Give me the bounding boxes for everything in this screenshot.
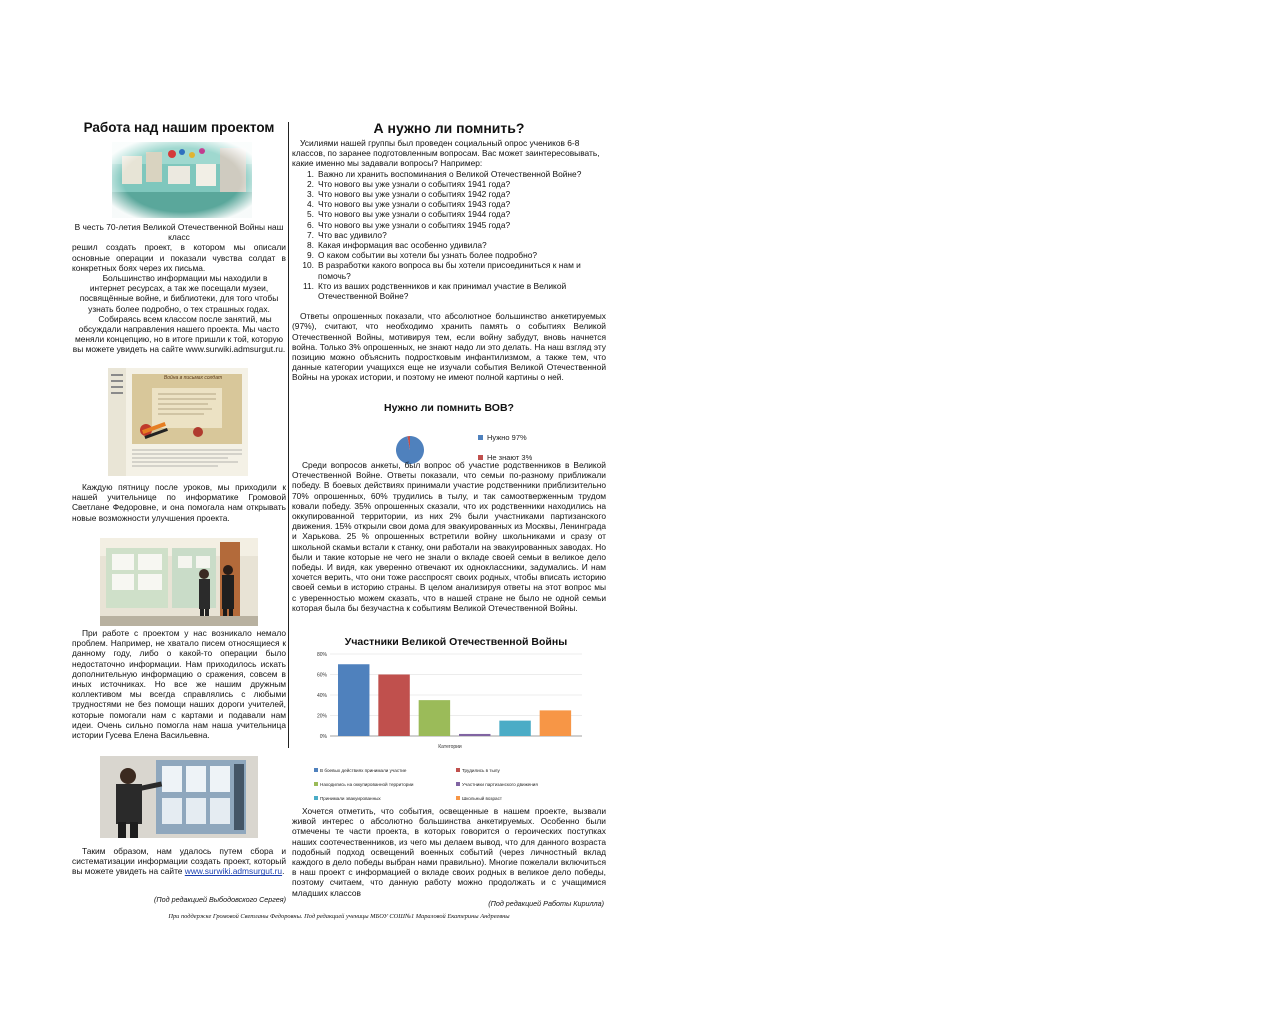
question-text: Что нового вы уже узнали о событиях 1945 года? — [318, 219, 511, 230]
question-number: 3. — [307, 189, 314, 200]
y-tick-label: 60% — [316, 672, 327, 679]
students-at-stand-photo — [100, 538, 258, 626]
conclusion-text: Таким образом, нам удалось путем сбора и систематизации информации создать проект, который вы можете увидеть на сайте — [72, 846, 286, 877]
sources-paragraph: Большинство информации мы находили в интернет ресурсах, а так же посещали музеи, посвящённые войне, и библиотеки, для того чтобы узнать более подробно, о тех страшных годах. — [79, 273, 279, 314]
legend-swatch — [478, 435, 483, 440]
final-paragraph: Хочется отметить, что события, освещенные в нашем проекте, вызвали живой интерес о абсолютно большинства анкетируемых. Особенно были отмечены те части проекта, в которых говорится о героических поступках наших соотечественников, из чего мы делаем вывод, что для данного возраста подобный подход освещений военных событий (через личностный вклад каждого в дело победы выбран нами правильно). Многие пожелали включиться в наш проект с информацией о вкладе своих родных в великое дело победы, поэтому считаем, что данную работу можно продолжать и с учащимися младших классов — [292, 806, 606, 898]
question-number: 6. — [307, 219, 314, 230]
intro-paragraph — [72, 222, 286, 355]
question-text: Что нового вы уже узнали о событиях 1943 года? — [318, 199, 511, 210]
legend-label: Трудились в тылу — [462, 768, 500, 773]
question-item — [300, 179, 606, 189]
question-text: Важно ли хранить воспоминания о Великой Отечественной Войне? — [318, 168, 582, 179]
bar — [419, 700, 450, 736]
legend-label: Участники партизанского движения — [462, 782, 538, 787]
conclusion-period: . — [282, 866, 285, 877]
site-card-title: Война в письмах солдат — [163, 375, 223, 381]
question-number: 11. — [302, 280, 314, 291]
legend-label: В боевых действиях принимали участие — [320, 768, 407, 773]
relatives-paragraph: Среди вопросов анкеты, был вопрос об участие родственников в Великой Отечественной Войне. Ответы показали, что семьи по-разному приближали победу. В боевых действиях принимали участие родственники приблизительно 70% опрошенных, 60% трудились в тылу, и так самоотверженным трудом ковали победу. 35% опрошенных сказали, что их родственники находились на оккупированной территории, из них 2% были участниками партизанского движения. 15% открыли свои дома для эвакуированных из Москвы, Ленинграда и Харькова. 25 % опрошенных встретили войну школьниками и сразу от школьной скамьи встали к станку, они работали на эвакуированных заводах. Но были и такие которые не чего не знали о вкладе своей семьи в великое дело победы. И видя, как уверенно отвечают их одноклассники, задумались. И нам хочется верить, что они тоже расспросят своих родных, чтобы вписать историю своей семьи в историю страны. В целом анализируя ответы на этот вопрос мы с уверенностью можем сказать, что в нашей стране не было не одной семьи которая была бы безучастна к событиям Великой Отечественной Войны. — [292, 460, 606, 613]
question-text: Кто из ваших родственников и как принимал участие в Великой Отечественной Войне? — [318, 280, 567, 302]
question-item — [300, 199, 606, 209]
y-tick-label: 40% — [316, 693, 327, 699]
legend-label: Принимали эвакуированных — [320, 796, 381, 801]
question-item — [300, 240, 606, 250]
question-text: Какая информация вас особенно удивила? — [318, 240, 487, 251]
problems-paragraph: При работе с проектом у нас возникало немало проблем. Например, не хватало писем относящиеся к данному году, либо о какой-то операции было недостаточно информации. Нам приходилось искать дополнительную информацию о сражения, совсем в иных источниках. Но все же нашим дружным коллективом мы всегда справлялись с любыми трудностями не без помощи наших дороги учителей, которые помогали нам с картами и подавали нам идеи. Очень сильно помогла нам наша учительница истории Гусева Елена Васильевна. — [72, 628, 286, 741]
results-paragraph: Ответы опрошенных показали, что абсолютное большинство анкетируемых (97%), считают, что необходимо хранить память о событиях Великой Отечественной Войны, мотивируя тем, если войну забудут, вновь начнется война. Только 3% опрошенных, не знают надо ли это делать. На наш взгляд эту позицию можно объяснить подростковым инфантилизмом, а также тем, что данные категории учащихся еще не изучали события Великой Отечественной Войны на уроках истории, и поэтому не имеют полной картины о ней. — [292, 311, 606, 383]
question-text: Что нового вы уже узнали о событиях 1942 года? — [318, 189, 511, 200]
site-address: www.surwiki.admsurgut.ru. — [185, 344, 286, 355]
meetings-text: Собираясь всем классом после занятий, мы обсуждали направления нашего проекта. Мы часто меняли концепцию, но в итоге пришли к той, которую вы можете увидеть на сайте — [72, 313, 283, 355]
question-number: 1. — [307, 168, 314, 179]
legend-swatch — [314, 796, 318, 800]
conclusion-paragraph — [72, 846, 286, 877]
bar — [459, 734, 490, 736]
question-item — [300, 169, 606, 179]
question-item — [300, 230, 606, 240]
question-text: О каком событии вы хотели бы узнать более подробно? — [318, 250, 538, 261]
bar-chart-title: Участники Великой Отечественной Войны — [344, 636, 568, 648]
question-text: В разработки какого вопроса вы бы хотели присоединиться к нам и помочь? — [318, 260, 581, 281]
legend-swatch — [456, 768, 460, 772]
legend-label: Не знают 3% — [487, 453, 533, 462]
y-tick-label: 0% — [319, 734, 327, 740]
legend-swatch — [456, 796, 460, 800]
question-text: Что нового вы уже узнали о событиях 1941 года? — [318, 178, 511, 189]
right-column-title: А нужно ли помнить? — [373, 120, 525, 136]
bar — [540, 710, 571, 736]
bar-chart-canvas — [306, 648, 606, 810]
project-site-screenshot — [108, 368, 248, 476]
bar — [338, 664, 369, 736]
question-number: 9. — [307, 250, 314, 261]
question-item — [300, 220, 606, 230]
question-item — [300, 281, 606, 301]
question-text: Что нового вы уже узнали о событиях 1944 года? — [318, 209, 511, 220]
legend-label: Находились на оккупированной территории — [320, 782, 414, 787]
x-axis-label: Категории — [438, 744, 462, 750]
column-divider — [288, 122, 289, 748]
question-number: 10. — [302, 260, 314, 271]
question-number: 7. — [307, 229, 314, 240]
question-number: 2. — [307, 178, 314, 189]
legend-swatch — [314, 768, 318, 772]
bar — [378, 675, 409, 737]
pie-chart-title: Нужно ли помнить ВОВ? — [384, 402, 514, 414]
legend-swatch — [456, 782, 460, 786]
y-tick-label: 80% — [316, 652, 327, 658]
bar-chart — [306, 636, 606, 815]
question-number: 4. — [307, 199, 314, 210]
right-editor-credit: (Под редакцией Работы Кирилла) — [488, 899, 604, 908]
legend-label: Нужно 97% — [487, 433, 527, 442]
question-item — [300, 189, 606, 199]
page-footer: При поддержке Громовой Светланы Федоровны. Под редакцией ученицы МБОУ СОШ№1 Мараловой Екатерины Андреевны — [168, 913, 510, 920]
questions-list — [292, 169, 606, 302]
meetings-paragraph — [72, 314, 286, 355]
left-column-title: Работа над нашим проектом — [83, 120, 275, 135]
friday-paragraph: Каждую пятницу после уроков, мы приходили к нашей учительнице по информатике Громовой Светлане Федоровне, и она помогала нам открывать новые возможности улучшения проекта. — [72, 482, 286, 523]
intro-first-line: В честь 70-летия Великой Отечественной Войны наш класс — [74, 222, 284, 243]
y-tick-label: 20% — [316, 713, 327, 720]
project-site-link[interactable]: www.surwiki.admsurgut.ru — [184, 866, 283, 877]
question-number: 5. — [307, 209, 314, 220]
intro-rest: решил создать проект, в котором мы описали основные операции и показали чувства солдат в конкретных боях через их письма. — [72, 242, 286, 273]
question-text: Что вас удивило? — [318, 229, 387, 240]
classroom-photo — [112, 142, 252, 218]
question-number: 8. — [307, 240, 314, 251]
legend-label: Школьный возраст — [462, 796, 502, 801]
question-item — [300, 209, 606, 219]
legend-swatch — [314, 782, 318, 786]
survey-section — [292, 138, 606, 383]
survey-intro: Усилиями нашей группы был проведен социальный опрос учеников 6-8 классов, по заранее подготовленным вопросам. Вас может заинтересовывать, какие именно мы задавали вопросы? Например: — [292, 138, 600, 169]
question-item — [300, 250, 606, 260]
left-editor-credit: (Под редакцией Выбодовского Сергея) — [154, 895, 286, 904]
question-item — [300, 260, 606, 280]
student-at-display-photo — [100, 756, 258, 838]
bar — [499, 721, 530, 736]
